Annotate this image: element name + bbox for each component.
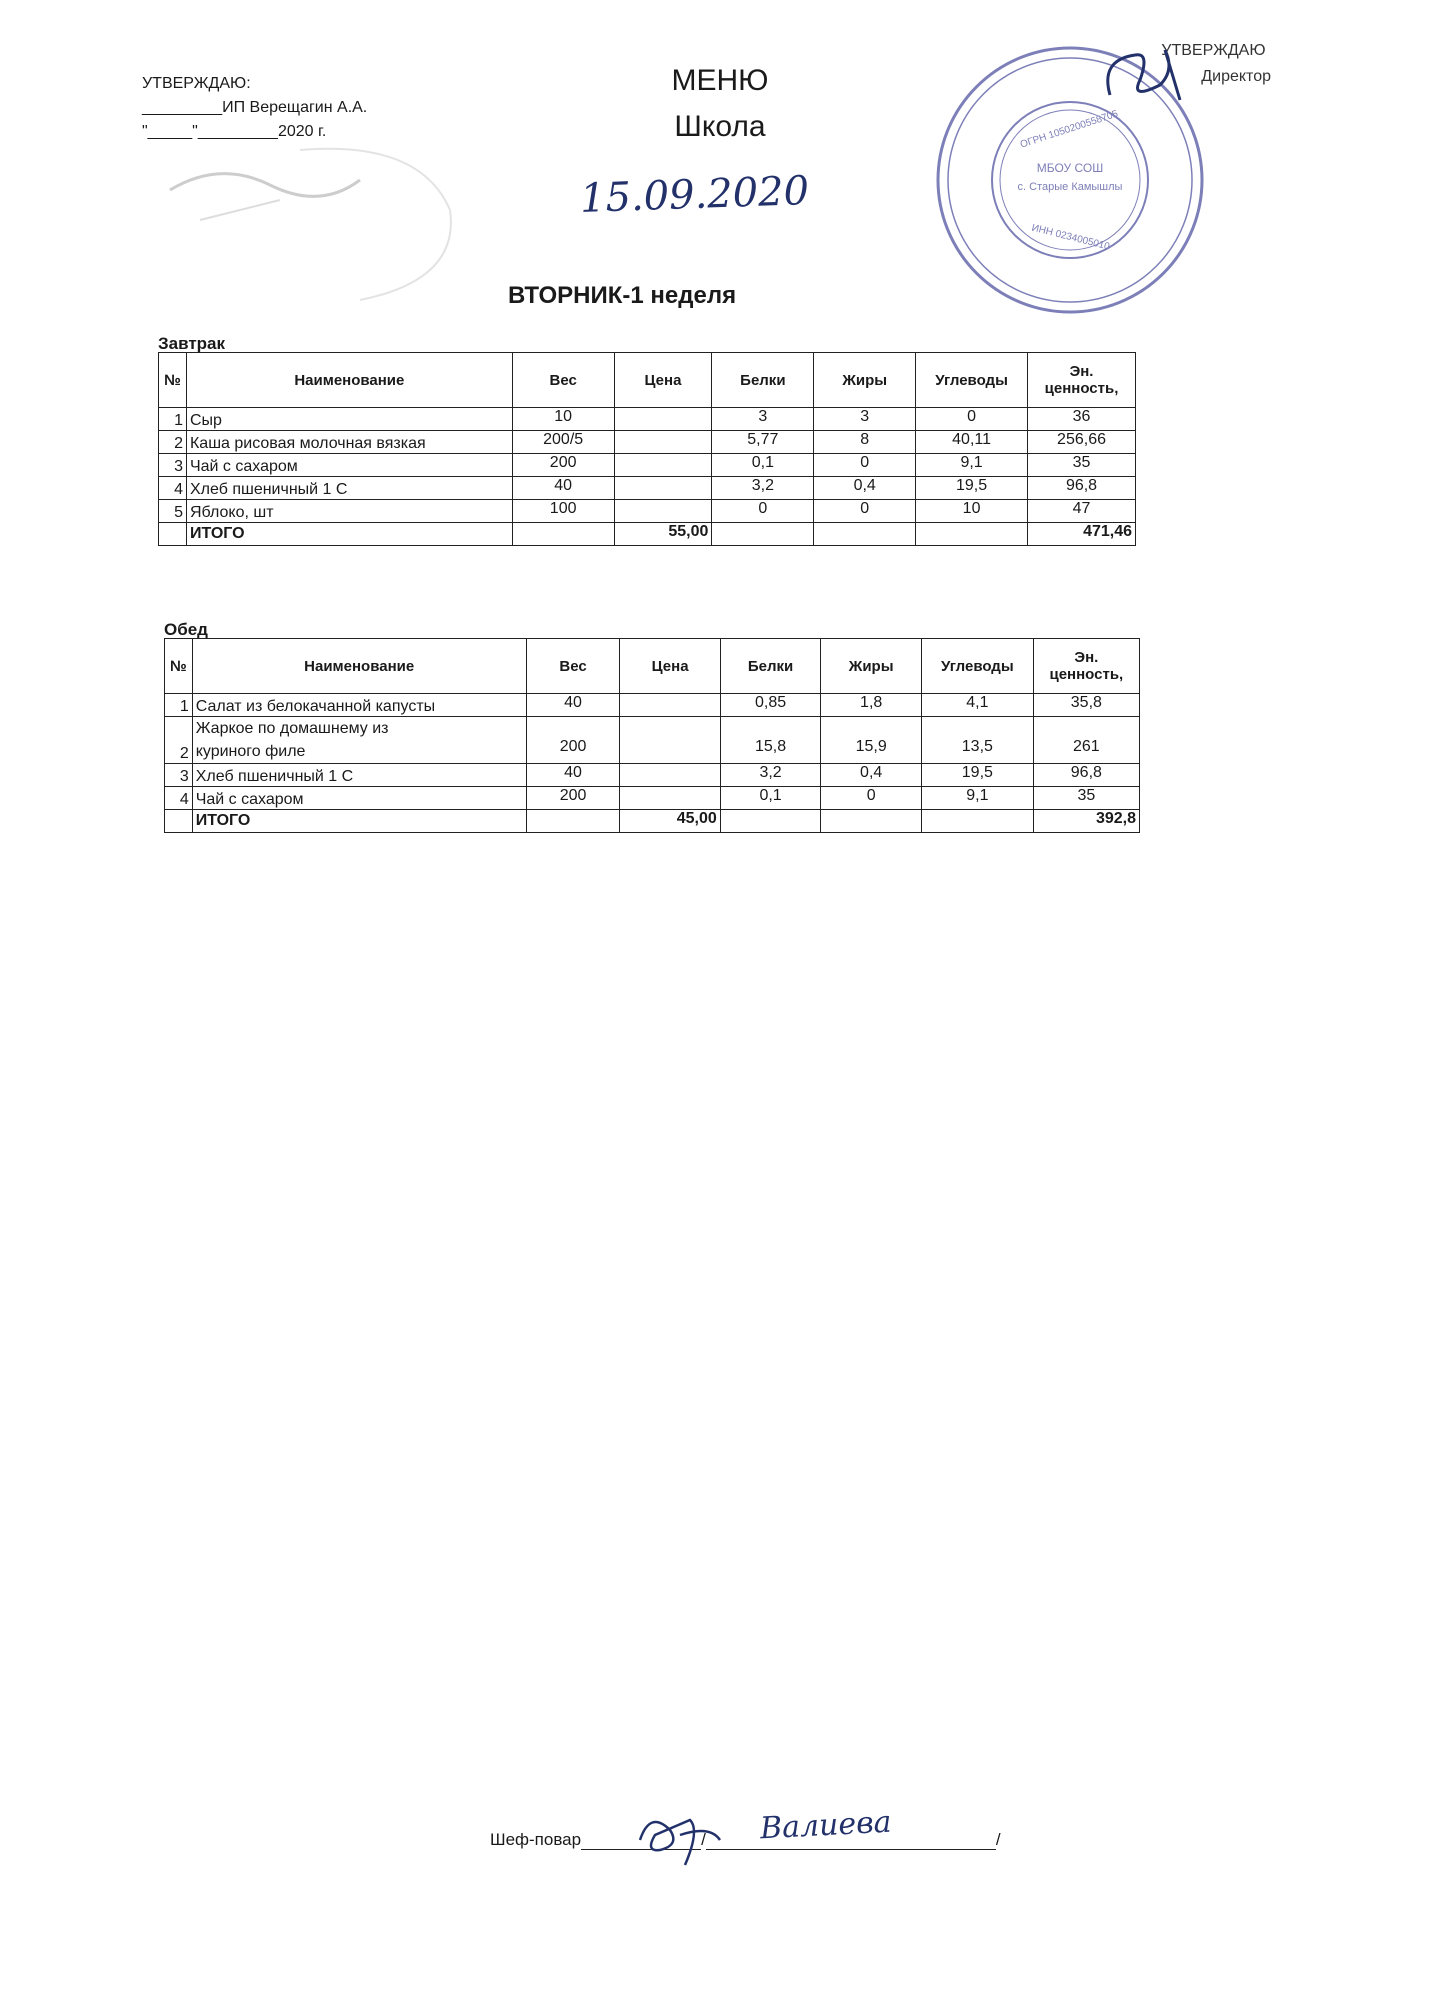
row-weight: 10 [512, 408, 614, 431]
stamp-inn: ИНН 0234005010 [1030, 222, 1111, 253]
row-price [614, 500, 712, 523]
row-fat: 0,4 [814, 477, 916, 500]
col-name: Наименование [186, 353, 512, 408]
col-price: Цена [620, 639, 720, 694]
total-empty [916, 523, 1028, 546]
row-weight: 100 [512, 500, 614, 523]
col-energy: Эн. ценность, [1028, 353, 1136, 408]
row-weight: 200 [526, 717, 620, 764]
breakfast-label: Завтрак [158, 334, 226, 353]
row-energy: 256,66 [1028, 431, 1136, 454]
total-price: 45,00 [620, 810, 720, 833]
total-empty [512, 523, 614, 546]
stamp-ogrn: ОГРН 1050200558705 [1018, 108, 1120, 151]
chef-handwritten-name: Валиева [759, 1804, 893, 1847]
approval-left-date: "_____"_________2020 г. [142, 123, 327, 140]
row-carbs: 10 [916, 500, 1028, 523]
approval-left-signer: _________ИП Верещагин А.А. [142, 99, 368, 116]
row-num: 5 [159, 500, 187, 523]
col-protein: Белки [712, 353, 814, 408]
row-weight: 40 [512, 477, 614, 500]
row-price [620, 694, 720, 717]
row-protein: 0,85 [720, 694, 821, 717]
row-carbs: 40,11 [916, 431, 1028, 454]
row-name-line2: куриного филе [195, 743, 306, 760]
row-protein: 3 [712, 408, 814, 431]
row-name-line1: Жаркое по домашнему из [195, 720, 389, 737]
director-signature [1090, 40, 1200, 110]
row-fat: 0 [814, 500, 916, 523]
row-num: 3 [159, 454, 187, 477]
row-protein: 0,1 [712, 454, 814, 477]
row-name: Чай с сахаром [192, 787, 526, 810]
row-energy: 35,8 [1033, 694, 1139, 717]
row-energy: 47 [1028, 500, 1136, 523]
row-fat: 1,8 [821, 694, 922, 717]
row-energy: 96,8 [1033, 764, 1139, 787]
table-row [159, 500, 1136, 523]
lunch-label: Обед [164, 620, 208, 639]
row-energy: 96,8 [1028, 477, 1136, 500]
row-energy: 35 [1033, 787, 1139, 810]
row-price [614, 477, 712, 500]
row-name: Сыр [186, 408, 512, 431]
row-weight: 200 [526, 787, 620, 810]
approval-left-heading: УТВЕРЖДАЮ: [142, 75, 251, 92]
row-carbs: 0 [916, 408, 1028, 431]
row-carbs: 19,5 [921, 764, 1033, 787]
row-name [192, 717, 526, 764]
row-name: Чай с сахаром [186, 454, 512, 477]
row-num: 1 [165, 694, 193, 717]
table-row [165, 694, 1140, 717]
table-row [159, 454, 1136, 477]
total-label: ИТОГО [186, 523, 512, 546]
faded-stamp-left [160, 130, 460, 310]
row-carbs: 9,1 [921, 787, 1033, 810]
row-fat: 8 [814, 431, 916, 454]
col-num: № [165, 639, 193, 694]
row-price [614, 431, 712, 454]
col-fat: Жиры [821, 639, 922, 694]
row-energy: 36 [1028, 408, 1136, 431]
total-empty [165, 810, 193, 833]
total-energy: 471,46 [1028, 523, 1136, 546]
row-fat: 0 [821, 787, 922, 810]
table-header-row [159, 353, 1136, 408]
chef-signature-line: Шеф-повар / / [490, 1830, 1001, 1849]
row-price [620, 764, 720, 787]
row-fat: 3 [814, 408, 916, 431]
day-title: ВТОРНИК-1 неделя [508, 282, 737, 309]
row-name: Салат из белокачанной капусты [192, 694, 526, 717]
col-carbs: Углеводы [916, 353, 1028, 408]
row-name: Яблоко, шт [186, 500, 512, 523]
row-carbs: 19,5 [916, 477, 1028, 500]
col-weight: Вес [526, 639, 620, 694]
row-num: 3 [165, 764, 193, 787]
chef-label: Шеф-повар [490, 1830, 582, 1849]
row-carbs: 13,5 [921, 717, 1033, 764]
row-carbs: 4,1 [921, 694, 1033, 717]
table-row [159, 408, 1136, 431]
row-num: 2 [165, 717, 193, 764]
row-price [620, 717, 720, 764]
row-num: 4 [159, 477, 187, 500]
row-num: 2 [159, 431, 187, 454]
row-name: Хлеб пшеничный 1 С [186, 477, 512, 500]
col-name: Наименование [192, 639, 526, 694]
row-fat: 0 [814, 454, 916, 477]
approval-right-title: Директор [1201, 68, 1271, 85]
col-energy: Эн. ценность, [1033, 639, 1139, 694]
col-weight: Вес [512, 353, 614, 408]
handwritten-date: 15.09.2020 [579, 168, 810, 222]
total-row [165, 810, 1140, 833]
row-name: Хлеб пшеничный 1 С [192, 764, 526, 787]
total-label: ИТОГО [192, 810, 526, 833]
row-protein: 0,1 [720, 787, 821, 810]
row-protein: 3,2 [720, 764, 821, 787]
total-empty [814, 523, 916, 546]
table-header-row [165, 639, 1140, 694]
stamp-line1: МБОУ СОШ [1036, 161, 1104, 175]
row-protein: 0 [712, 500, 814, 523]
row-weight: 200 [512, 454, 614, 477]
row-energy: 35 [1028, 454, 1136, 477]
col-fat: Жиры [814, 353, 916, 408]
chef-signature [630, 1800, 730, 1870]
col-protein: Белки [720, 639, 821, 694]
table-row [165, 764, 1140, 787]
total-empty [720, 810, 821, 833]
row-weight: 40 [526, 764, 620, 787]
total-empty [159, 523, 187, 546]
row-energy: 261 [1033, 717, 1139, 764]
row-price [614, 408, 712, 431]
row-carbs: 9,1 [916, 454, 1028, 477]
row-protein: 5,77 [712, 431, 814, 454]
total-energy: 392,8 [1033, 810, 1139, 833]
row-weight: 40 [526, 694, 620, 717]
breakfast-table [158, 352, 1136, 546]
page-title: МЕНЮ [671, 64, 769, 97]
total-empty [712, 523, 814, 546]
title-block [620, 58, 820, 150]
col-price: Цена [614, 353, 712, 408]
row-price [620, 787, 720, 810]
row-num: 4 [165, 787, 193, 810]
row-fat: 15,9 [821, 717, 922, 764]
table-row [165, 717, 1140, 764]
total-empty [526, 810, 620, 833]
total-empty [921, 810, 1033, 833]
page-subtitle: Школа [674, 110, 766, 143]
row-name: Каша рисовая молочная вязкая [186, 431, 512, 454]
stamp-line2: с. Старые Камышлы [1017, 181, 1123, 193]
col-num: № [159, 353, 187, 408]
approval-right-heading: УТВЕРЖДАЮ [1161, 42, 1266, 59]
total-empty [821, 810, 922, 833]
lunch-table [164, 638, 1140, 833]
row-num: 1 [159, 408, 187, 431]
row-protein: 3,2 [712, 477, 814, 500]
col-carbs: Углеводы [921, 639, 1033, 694]
total-price: 55,00 [614, 523, 712, 546]
table-row [159, 477, 1136, 500]
total-row [159, 523, 1136, 546]
table-row [159, 431, 1136, 454]
row-protein: 15,8 [720, 717, 821, 764]
row-weight: 200/5 [512, 431, 614, 454]
row-fat: 0,4 [821, 764, 922, 787]
row-price [614, 454, 712, 477]
table-row [165, 787, 1140, 810]
